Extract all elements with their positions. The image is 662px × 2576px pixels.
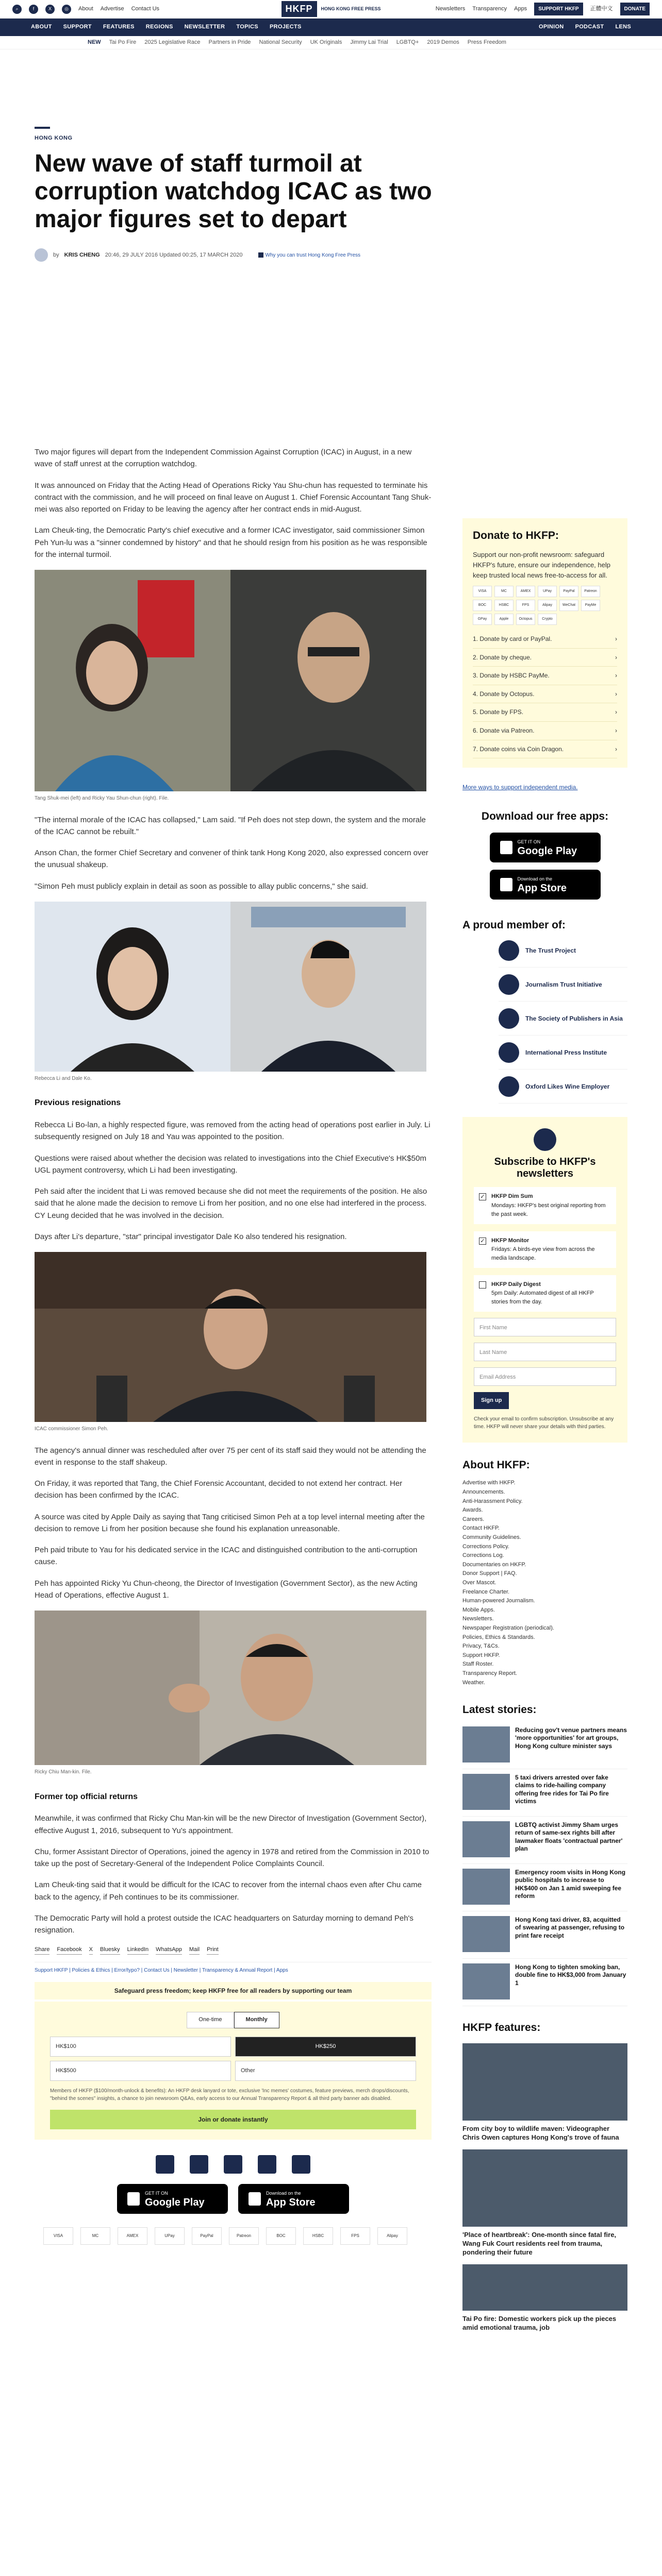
payment-icon[interactable]: Apple (494, 614, 514, 625)
donate-method-label: 4. Donate by Octopus. (473, 690, 535, 698)
about-link[interactable]: Advertise with HKFP. (462, 1480, 516, 1486)
about-link[interactable]: Contact HKFP. (462, 1525, 500, 1532)
story-thumbnail (462, 1821, 510, 1857)
paragraph: Chu, former Assistant Director of Operations, joined the agency in 1978 and retired from the Commission in 2010 to take up the post of Secretary-General of the Independent Police Complaints Council. (35, 1847, 429, 1869)
donate-heading: Donate to HKFP: (473, 530, 559, 541)
nav-newsletter[interactable]: NEWSLETTER (184, 24, 225, 30)
top-link-contact[interactable]: Contact Us (131, 5, 160, 12)
about-heading: About HKFP: (462, 1459, 530, 1471)
paragraph: Anson Chan, the former Chief Secretary and convener of think tank Hong Kong 2020, also expressed concern over the unusual shakeup. (35, 849, 428, 870)
first-name-field[interactable]: First Name (474, 1318, 616, 1336)
paragraph: The agency's annual dinner was rescheduled after over 75 per cent of its staff said they would not be attending the event in response to the staff shakeup. (35, 1446, 426, 1467)
member-label: Journalism Trust Initiative (525, 980, 602, 988)
story-item[interactable] (462, 1864, 627, 1911)
story-title: LGBTQ activist Jimmy Sham urges return of same-sex rights bill after lawmaker floats 'contractual partner' plan (515, 1821, 623, 1853)
payment-icon[interactable]: Patreon (229, 2227, 259, 2245)
payment-icon[interactable]: VISA (43, 2227, 73, 2245)
top-link-advertise[interactable]: Advertise (100, 5, 124, 12)
member-label: Oxford Likes Wine Employer (525, 1082, 610, 1090)
payment-icon[interactable]: AMEX (118, 2227, 147, 2245)
payment-icon[interactable]: FPS (516, 600, 535, 611)
facebook-icon[interactable]: f (29, 5, 38, 14)
logo-mark: HKFP (282, 1, 317, 18)
about-link[interactable]: Anti-Harassment Policy. (462, 1498, 523, 1504)
sidebar (462, 518, 627, 2339)
donate-method[interactable] (473, 630, 617, 649)
paragraph: Lam Cheuk-ting, the Democratic Party's chief executive and a former ICAC investigator, said commissioner Simon Peh Yun-lu was a "sinner condemned by history" and that he should resign from his position as he was responsible for the internal turmoil. (35, 526, 427, 559)
share-label: Share (35, 1945, 49, 1955)
gp-text (145, 2190, 205, 2208)
features-heading: HKFP features: (462, 2021, 541, 2033)
share-whatsapp[interactable]: WhatsApp (156, 1945, 182, 1955)
about-link[interactable]: Corrections Policy. (462, 1543, 509, 1550)
member-badge[interactable] (499, 1002, 627, 1036)
google-play-button[interactable] (117, 2184, 228, 2214)
nav-opinion[interactable]: OPINION (539, 24, 564, 30)
donate-method[interactable] (473, 722, 617, 740)
about-link[interactable]: Careers. (462, 1516, 485, 1522)
latest-heading: Latest stories: (462, 1704, 537, 1716)
chevron-right-icon: › (615, 653, 617, 661)
newsletter-bell-icon (534, 1128, 556, 1151)
article-photo (35, 1611, 426, 1765)
newsletter-option[interactable] (474, 1187, 616, 1224)
story-thumbnail (462, 1726, 510, 1762)
subnav-item[interactable]: National Security (259, 39, 302, 45)
about-link[interactable]: Policies, Ethics & Standards. (462, 1634, 535, 1640)
subnav-item[interactable]: Tai Po Fire (109, 39, 137, 45)
paragraph: A source was cited by Apple Daily as saying that Tang criticised Simon Peh at a top level internal meeting after the decision to remove Li from her position because she found his explanation unreasonable. (35, 1512, 425, 1533)
toggle-one-time[interactable]: One-time (187, 2012, 234, 2028)
share-x[interactable]: X (89, 1945, 93, 1955)
trust-badge-icon (292, 2155, 310, 2174)
instagram-icon[interactable]: ◎ (62, 5, 71, 14)
payment-icon[interactable]: Alipay (538, 600, 557, 611)
share-facebook[interactable]: Facebook (57, 1945, 81, 1955)
feature-image (462, 2149, 627, 2227)
checkbox-checked-icon[interactable]: ✓ (479, 1238, 486, 1245)
as-text (266, 2190, 316, 2208)
photo-simon-peh (35, 1252, 426, 1422)
subnav-item[interactable]: 2019 Demos (427, 39, 459, 45)
share-linkedin[interactable]: LinkedIn (127, 1945, 149, 1955)
donate-method-label: 5. Donate by FPS. (473, 708, 524, 716)
photo-caption: Ricky Chiu Man-kin. File. (35, 1769, 92, 1775)
donate-method[interactable] (473, 685, 617, 704)
as-label: App Store (266, 2197, 316, 2209)
apple-icon (500, 878, 512, 891)
subnav-item[interactable]: UK Originals (310, 39, 342, 45)
chevron-right-icon: › (615, 635, 617, 642)
frequency-toggle (50, 2012, 416, 2028)
donation-widget (35, 2002, 432, 2140)
share-bar (35, 1945, 432, 1955)
photo-caption: Tang Shuk-mei (left) and Ricky Yau Shun-chun (right). File. (35, 795, 169, 801)
donate-box (462, 518, 627, 768)
story-thumbnail (462, 1963, 510, 1999)
app-store-button[interactable] (238, 2184, 349, 2214)
story-thumbnail (462, 1869, 510, 1905)
member-heading: A proud member of: (462, 919, 566, 931)
language-link[interactable]: 正體中文 (590, 5, 613, 12)
subnav-item[interactable]: Jimmy Lai Trial (350, 39, 388, 45)
as-small: Download on the (266, 2191, 301, 2196)
member-label: The Trust Project (525, 946, 576, 954)
signup-button[interactable]: Sign up (474, 1392, 509, 1409)
as-small: Download on the (517, 876, 553, 882)
newsletter-option-desc: 5pm Daily: Automated digest of all HKFP stories from the day. (491, 1290, 594, 1305)
newsletter-option-desc: Fridays: A birds-eye view from across the media landscape. (491, 1246, 595, 1261)
byline (35, 248, 627, 262)
gp-small: GET IT ON (145, 2191, 168, 2196)
chevron-right-icon: › (615, 745, 617, 753)
support-banner: Safeguard press freedom; keep HKFP free for all readers by supporting our team (35, 1982, 432, 2000)
payment-icon[interactable]: FPS (340, 2227, 370, 2245)
more-ways-link[interactable]: More ways to support independent media. (462, 784, 578, 791)
paragraph: "Simon Peh must publicly explain in detail as soon as possible to allay public concerns," she said. (35, 882, 368, 891)
top-link-apps[interactable]: Apps (514, 5, 527, 12)
article-dates: 20:46, 29 JULY 2016 Updated 00:25, 17 MARCH 2020 (105, 251, 243, 258)
paragraph: Peh has appointed Ricky Yu Chun-cheong, the Director of Investigation (Government Sector), as the new Acting Head of Operations, effective August 1. (35, 1579, 418, 1600)
about-link[interactable]: Support HKFP. (462, 1652, 500, 1658)
trust-link-label: Why you can trust Hong Kong Free Press (265, 252, 361, 258)
join-button[interactable]: Join or donate instantly (50, 2110, 416, 2130)
x-icon[interactable]: X (45, 5, 55, 14)
subnav-item[interactable]: 2025 Legislative Race (144, 39, 201, 45)
article-photo (35, 570, 426, 791)
chevron-right-icon: › (615, 690, 617, 698)
newsletter-option-title: HKFP Daily Digest (491, 1281, 541, 1287)
article-category[interactable]: HONG KONG (35, 135, 73, 141)
section-heading: Previous resignations (35, 1098, 121, 1108)
payment-icon[interactable]: PayPal (559, 586, 578, 597)
tier-option-selected[interactable]: HK$250 (235, 2037, 416, 2057)
payment-icon[interactable]: PayPal (192, 2227, 222, 2245)
google-play-icon (127, 2192, 140, 2206)
paragraph: "The internal morale of the ICAC has collapsed," Lam said. "If Peh does not step down, the system and the morale of the ICAC cannot be rebuilt." (35, 815, 426, 836)
main-nav (0, 19, 662, 36)
member-label: The Society of Publishers in Asia (525, 1014, 623, 1022)
donate-methods (473, 630, 617, 758)
story-title: Hong Kong to tighten smoking ban, double fine to HK$3,000 from January 1 (515, 1963, 626, 1987)
paragraph: Days after Li's departure, "star" principal investigator Dale Ko also tendered his resignation. (35, 1232, 347, 1241)
story-title: 5 taxi drivers arrested over fake claims to ride-hailing company offering free rides for Tai Po fire victims (515, 1773, 609, 1805)
donate-button[interactable]: DONATE (620, 3, 650, 16)
as-label: App Store (517, 882, 567, 894)
footer-payment-icons (35, 2227, 416, 2245)
author-avatar (35, 248, 48, 262)
about-link[interactable]: Mobile Apps. (462, 1606, 495, 1613)
employer-icon (499, 1076, 519, 1097)
newsletter-option-text (491, 1280, 611, 1307)
about-link[interactable]: Staff Roster. (462, 1661, 494, 1668)
trust-badge-icon (224, 2155, 242, 2174)
gp-label: Google Play (517, 845, 577, 857)
newsletter-note: Check your email to confirm subscription. Unsubscribe at any time. HKFP will never share your details with third parties. (474, 1416, 614, 1430)
tier-option-other[interactable]: Other (235, 2061, 416, 2081)
about-link[interactable]: Community Guidelines. (462, 1534, 521, 1541)
payment-icon[interactable]: BOC (473, 600, 492, 611)
trust-project-icon (499, 940, 519, 961)
payment-icon[interactable]: WeChat (559, 600, 578, 611)
paragraph: Meanwhile, it was confirmed that Ricky Chu Man-kin will be the new Director of Investigation (Government Sector), effective August 1, 2016, subsequent to Yu's appointment. (35, 1814, 427, 1835)
about-link[interactable]: Awards. (462, 1507, 483, 1514)
top-link-newsletters[interactable]: Newsletters (435, 5, 466, 12)
story-thumbnail (462, 1774, 510, 1810)
feature-image (462, 2043, 627, 2121)
paragraph: Lam Cheuk-ting said that it would be difficult for the ICAC to recover from the internal chaos even after Chu came back to the agency, if Peh continues to be its commissioner. (35, 1880, 422, 1902)
trust-badge-icon (258, 2155, 276, 2174)
member-badge[interactable] (499, 968, 627, 1002)
payment-icon[interactable]: PayMe (581, 600, 600, 611)
donate-method-label: 3. Donate by HSBC PayMe. (473, 672, 550, 680)
about-link[interactable]: Privacy, T&Cs. (462, 1643, 500, 1650)
sub-nav (0, 36, 662, 49)
nav-lens[interactable]: LENS (615, 24, 631, 30)
nav-about[interactable]: ABOUT (31, 24, 52, 30)
donate-method-label: 6. Donate via Patreon. (473, 726, 535, 734)
payment-icon[interactable]: UPay (155, 2227, 185, 2245)
story-item[interactable] (462, 1722, 627, 1769)
logo-text: HONG KONG FREE PRESS (321, 6, 381, 11)
about-link[interactable]: Donor Support | FAQ. (462, 1570, 517, 1577)
chevron-right-icon: › (615, 726, 617, 734)
photo-li-ko (35, 902, 426, 1072)
newsletter-option[interactable] (474, 1231, 616, 1268)
feature-item[interactable] (462, 2043, 627, 2142)
trust-badge-icon (156, 2155, 174, 2174)
subnav-item[interactable]: LGBTQ+ (396, 39, 419, 45)
newsletter-option-text (491, 1192, 611, 1218)
google-play-icon (500, 841, 512, 854)
as-text (518, 876, 567, 893)
top-link-transparency[interactable]: Transparency (472, 5, 507, 12)
story-title: Hong Kong taxi driver, 83, acquitted of swearing at passenger, refusing to print fare receipt (515, 1916, 625, 1939)
google-play-button[interactable] (490, 833, 601, 862)
paragraph: The Democratic Party will hold a protest outside the ICAC headquarters on Saturday morning to demand Peh's resignation. (35, 1913, 413, 1935)
page-container (35, 127, 627, 2331)
story-thumbnail (462, 1916, 510, 1952)
about-link[interactable]: Transparency Report. (462, 1670, 517, 1676)
paragraph: Questions were raised about whether the decision was related to investigations into the Chief Executive's HK$50m UGL payment controversy, which Li had been investigating. (35, 1154, 426, 1175)
newsletter-option-title: HKFP Monitor (491, 1237, 529, 1244)
apps-heading: Download our free apps: (481, 810, 609, 823)
article-photo (35, 1252, 426, 1422)
about-link[interactable]: Documentaries on HKFP. (462, 1561, 526, 1568)
subnav-new-label: NEW (88, 39, 101, 45)
article-photo (35, 902, 426, 1072)
subnav-item[interactable]: Partners in Pride (208, 39, 251, 45)
tier-note: Members of HKFP ($100/month-unlock & benefits): An HKFP desk lanyard or tote, exclusive 'Inc memes' costumes, feature previews, merch drops/discounts, "behind the scenes" insights, a chance to join newsroom Q&As, early access to our Annual Transparency Report & all third party banner ads disabled. (50, 2088, 409, 2102)
newsletter-option[interactable] (474, 1275, 616, 1312)
support-button[interactable]: SUPPORT HKFP (534, 3, 583, 16)
share-mail[interactable]: Mail (189, 1945, 200, 1955)
title-rule (35, 127, 50, 129)
article-title: New wave of staff turmoil at corruption watchdog ICAC as two major figures set to depart (35, 150, 432, 233)
payment-icon[interactable]: Octopus (516, 614, 535, 625)
trust-badges (35, 2155, 432, 2174)
payment-icon[interactable]: Crypto (538, 614, 557, 625)
story-item[interactable] (462, 1769, 627, 1817)
chevron-right-icon: › (615, 708, 617, 716)
feature-title: 'Place of heartbreak': One-month since fatal fire, Wang Fuk Court residents reel from trauma, pondering their future (462, 2231, 617, 2256)
nav-features[interactable]: FEATURES (103, 24, 135, 30)
about-link[interactable]: Human-powered Journalism. (462, 1598, 535, 1604)
story-item[interactable] (462, 1817, 627, 1864)
paragraph: Peh paid tribute to Yau for his dedicated service in the ICAC and distinguished contribution to the anti-corruption cause. (35, 1546, 418, 1567)
app-store-button[interactable] (490, 870, 601, 900)
story-title: Emergency room visits in Hong Kong public hospitals to increase to HK$400 on Jan 1 amid sweeping fee reform (515, 1868, 626, 1900)
gp-label: Google Play (145, 2197, 205, 2209)
payment-icon[interactable]: MC (494, 586, 514, 597)
photo-tang-yau (35, 570, 426, 791)
newsletter-option-title: HKFP Dim Sum (491, 1193, 533, 1200)
paragraph: Rebecca Li Bo-lan, a highly respected figure, was removed from the acting head of operations post earlier in July. Li subsequently resigned on July 18 and Yau was appointed to the position. (35, 1121, 431, 1142)
paragraph: Peh said after the incident that Li was removed because she did not meet the requirements of the position. He also said that he alone made the decision to remove Li from her position, and no one else had interfered in the process. CY Leung decided that he was involved in the decision. (35, 1187, 427, 1220)
member-badge[interactable] (499, 1070, 627, 1104)
story-item[interactable] (462, 1911, 627, 1959)
toggle-monthly[interactable]: Monthly (234, 2012, 279, 2028)
member-list (462, 934, 627, 1104)
author-name[interactable]: KRIS CHENG (64, 251, 100, 258)
payment-icon[interactable]: VISA (473, 586, 492, 597)
donate-method-label: 7. Donate coins via Coin Dragon. (473, 745, 564, 753)
photo-ricky-chu (35, 1611, 426, 1765)
payment-icon[interactable]: GPay (473, 614, 492, 625)
story-title: Reducing gov't venue partners means 'more opportunities' for art groups, Hong Kong culture minister says (515, 1726, 627, 1750)
paragraph: On Friday, it was reported that Tang, the Chief Forensic Accountant, decided to not extend her contract. Her decision has been confirmed by the ICAC. (35, 1479, 403, 1500)
nav-regions[interactable]: REGIONS (145, 24, 173, 30)
feature-item[interactable] (462, 2149, 627, 2257)
apple-icon (249, 2192, 261, 2206)
search-icon[interactable]: ⌕ (12, 5, 22, 14)
nav-projects[interactable]: PROJECTS (269, 24, 302, 30)
top-bar-left (12, 5, 282, 14)
photo-caption: ICAC commissioner Simon Peh. (35, 1426, 108, 1432)
newsletter-heading: Subscribe to HKFP's newsletters (494, 1156, 596, 1180)
tier-grid (50, 2037, 416, 2081)
latest-list (462, 1722, 627, 2006)
tier-option[interactable]: HK$100 (50, 2037, 231, 2057)
article-footer-links[interactable]: Support HKFP | Policies & Ethics | Error/typo? | Contact Us | Newsletter | Transparency & Annual Report | Apps (35, 1962, 432, 1975)
nav-support[interactable]: SUPPORT (63, 24, 92, 30)
newsletter-option-text (491, 1236, 611, 1263)
about-link[interactable]: Over Mascot. (462, 1580, 496, 1586)
tier-option[interactable]: HK$500 (50, 2061, 231, 2081)
about-links (462, 1479, 627, 1687)
donate-text[interactable]: Support our non-profit newsroom: safeguard HKFP's future, ensure our independence, help keep trusted local news free-to-access for all. (473, 550, 610, 579)
top-bar (0, 0, 662, 19)
feature-title: Tai Po fire: Domestic workers pick up the pieces amid emotional trauma, job (462, 2314, 617, 2331)
share-bluesky[interactable]: Bluesky (100, 1945, 120, 1955)
about-link[interactable]: Announcements. (462, 1489, 505, 1496)
chevron-right-icon: › (615, 672, 617, 680)
ipi-icon (499, 1042, 519, 1063)
payment-icons (473, 586, 617, 625)
payment-icon[interactable]: Patreon (581, 586, 600, 597)
site-logo[interactable] (282, 1, 381, 18)
nav-topics[interactable]: TOPICS (236, 24, 258, 30)
payment-icon[interactable]: AMEX (516, 586, 535, 597)
about-link[interactable]: Freelance Charter. (462, 1588, 510, 1595)
newsletter-box (462, 1117, 627, 1442)
member-badge[interactable] (499, 934, 627, 968)
donate-method[interactable] (473, 740, 617, 759)
gp-small: GET IT ON (517, 839, 541, 844)
payment-icon[interactable]: HSBC (494, 600, 514, 611)
payment-icon[interactable]: Alipay (377, 2227, 407, 2245)
subnav-item[interactable]: Press Freedom (467, 39, 506, 45)
section-heading: Former top official returns (35, 1792, 138, 1801)
author-by: by (53, 251, 59, 258)
checkbox-checked-icon[interactable]: ✓ (479, 1193, 486, 1200)
about-link[interactable]: Weather. (462, 1679, 485, 1686)
nav-podcast[interactable]: PODCAST (575, 24, 604, 30)
share-print[interactable]: Print (207, 1945, 219, 1955)
photo-caption: Rebecca Li and Dale Ko. (35, 1075, 92, 1081)
gp-text (518, 839, 577, 856)
donate-method-label: 1. Donate by card or PayPal. (473, 635, 552, 642)
article-body (35, 446, 432, 2245)
payment-icon[interactable]: UPay (538, 586, 557, 597)
story-item[interactable] (462, 1959, 627, 2006)
about-link[interactable]: Newspaper Registration (periodical). (462, 1624, 554, 1631)
newsletter-option-desc: Mondays: HKFP's best original reporting from the past week. (491, 1202, 606, 1217)
feature-item[interactable] (462, 2264, 627, 2332)
trust-icon (258, 252, 263, 258)
last-name-field[interactable]: Last Name (474, 1343, 616, 1361)
trust-link[interactable] (258, 251, 361, 260)
feature-image (462, 2264, 627, 2311)
sopa-icon (499, 1008, 519, 1029)
donate-method[interactable] (473, 649, 617, 667)
donate-method[interactable] (473, 703, 617, 722)
trust-badge-icon (190, 2155, 208, 2174)
footer-app-buttons (35, 2174, 432, 2214)
member-badge[interactable] (499, 1036, 627, 1070)
jti-icon (499, 974, 519, 995)
top-bar-right (381, 3, 650, 16)
payment-icon[interactable]: BOC (266, 2227, 296, 2245)
feature-title: From city boy to wildlife maven: Videographer Chris Owen captures Hong Kong's trove of fauna (462, 2125, 619, 2142)
about-link[interactable]: Newsletters. (462, 1616, 494, 1622)
about-link[interactable]: Corrections Log. (462, 1552, 504, 1559)
top-link-about[interactable]: About (78, 5, 93, 12)
donate-method-label: 2. Donate by cheque. (473, 653, 532, 661)
member-label: International Press Institute (525, 1048, 607, 1056)
donate-method[interactable] (473, 667, 617, 685)
checkbox-icon[interactable] (479, 1281, 486, 1289)
paragraph: It was announced on Friday that the Acting Head of Operations Ricky Yau Shu-chun has requested to terminate his contract with the commission, and he will proceed on final leave on August 1. Chief Forensic Accountant Tang Shuk-mei was also reported on Friday to be leaving the agency after her contract ends in mid-August. (35, 481, 432, 514)
paragraph: Two major figures will depart from the Independent Commission Against Corruption (ICAC) in August, in a new wave of staff unrest at the corruption watchdog. (35, 448, 412, 469)
payment-icon[interactable]: HSBC (303, 2227, 333, 2245)
payment-icon[interactable]: MC (80, 2227, 110, 2245)
email-field[interactable]: Email Address (474, 1367, 616, 1386)
